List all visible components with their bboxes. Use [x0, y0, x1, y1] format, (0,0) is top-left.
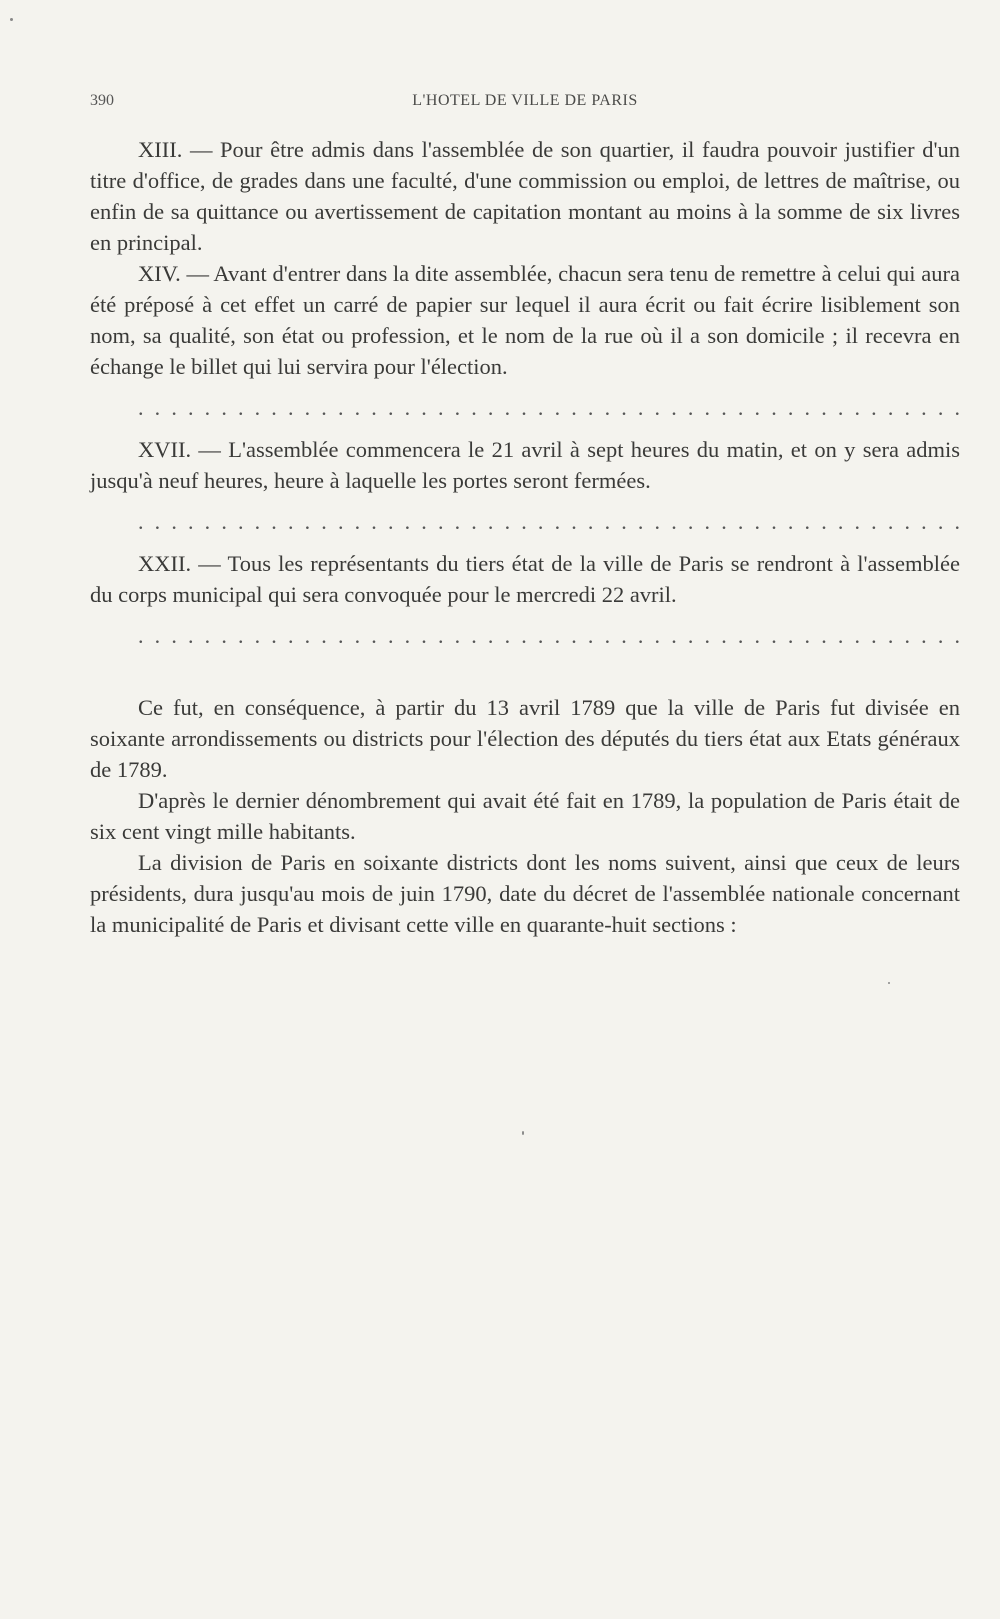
paragraph-population: D'après le dernier dénombrement qui avait été fait en 1789, la population de Paris était de six cent vingt mille habitants. — [90, 788, 960, 844]
paragraph-districts: Ce fut, en conséquence, à partir du 13 avril 1789 que la ville de Paris fut divisée en soixante arrondissements ou districts pour l'élection des députés du tiers état aux Etats généraux de 1789. — [90, 695, 960, 782]
article-xvii: XVII. — L'assemblée commencera le 21 avril à sept heures du matin, et on y sera admis jusqu'à neuf heures, heure à laquelle les portes seront fermées. — [90, 437, 960, 493]
article-xxii: XXII. — Tous les représentants du tiers état de la ville de Paris se rendront à l'assemblée du corps municipal qui sera convoquée pour le mercredi 22 avril. — [90, 551, 960, 607]
omission-dots: . . . . . . . . . . . . . . . . . . . . . . . . . . . . . . . . . . . . . . . . . . . . . . . . . . — [138, 509, 960, 534]
paper-speck — [10, 18, 13, 21]
paragraph-division: La division de Paris en soixante districts dont les noms suivent, ainsi que ceux de leurs présidents, dura jusqu'au mois de juin 1790, date du décret de l'assemblée nationale concernant la municipalité de Paris et divisant cette ville en quarante-huit sections : — [90, 850, 960, 937]
body-text — [90, 134, 960, 940]
omission-dots: . . . . . . . . . . . . . . . . . . . . . . . . . . . . . . . . . . . . . . . . . . . . . . . . . . — [138, 623, 960, 648]
running-head — [90, 92, 960, 114]
page-number: 390 — [90, 92, 114, 109]
omission-dots: . . . . . . . . . . . . . . . . . . . . . . . . . . . . . . . . . . . . . . . . . . . . . . . . . . — [138, 395, 960, 420]
section-gap — [90, 662, 960, 692]
paper-speck — [888, 982, 890, 984]
running-title: L'HOTEL DE VILLE DE PARIS — [412, 92, 638, 109]
article-xiv: XIV. — Avant d'entrer dans la dite assemblée, chacun sera tenu de remettre à celui qui aura été préposé à cet effet un carré de papier sur lequel il aura écrit ou fait écrire lisiblement son nom, sa qualité, son état ou profession, et le nom de la rue où il a son domicile ; il recevra en échange le billet qui lui servira pour l'élection. — [90, 261, 960, 379]
article-xiii: XIII. — Pour être admis dans l'assemblée de son quartier, il faudra pouvoir justifier d'un titre d'office, de grades dans une faculté, d'une commission ou emploi, de lettres de maîtrise, ou enfin de sa quittance ou avertissement de capitation montant au moins à la somme de six livres en principal. — [90, 137, 960, 255]
paper-speck — [522, 1131, 524, 1135]
